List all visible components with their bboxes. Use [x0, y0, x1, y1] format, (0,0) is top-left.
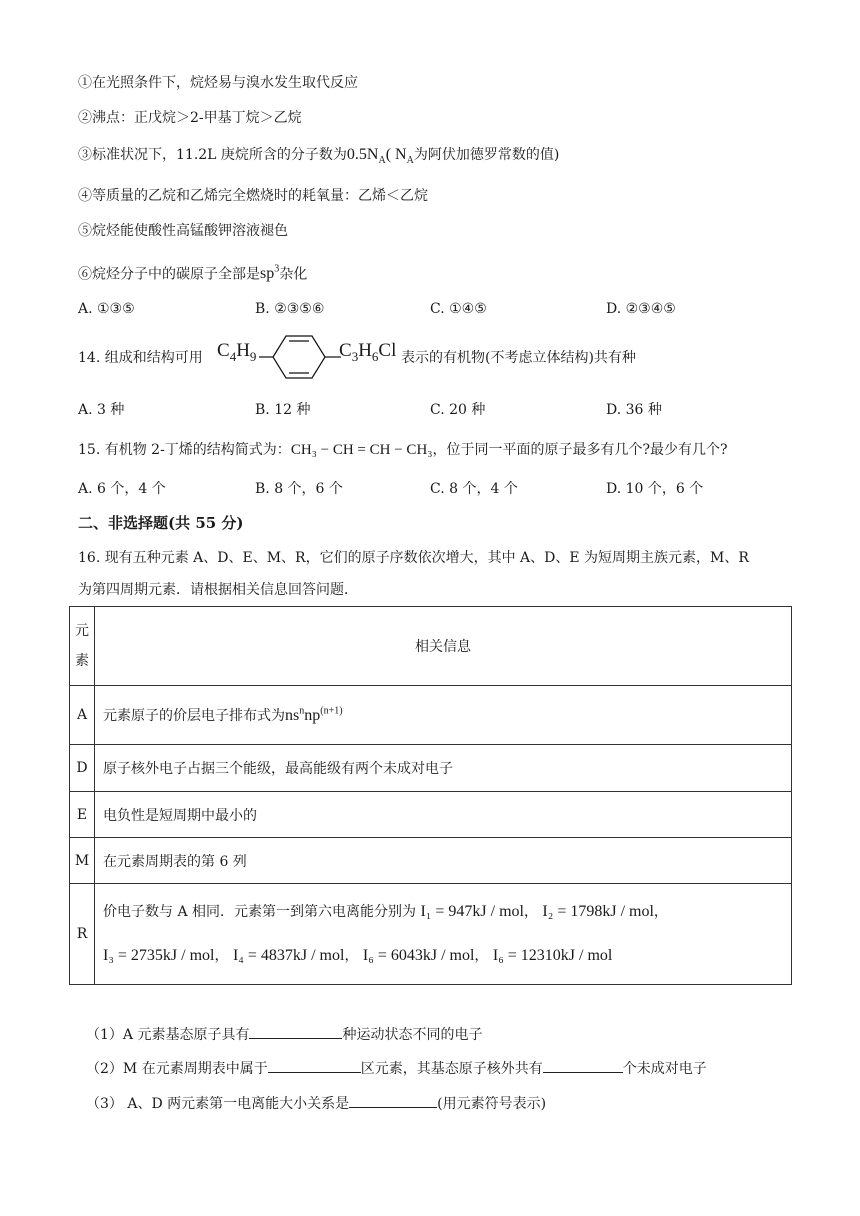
row-e-info: 电负性是短周期中最小的: [95, 792, 792, 838]
table-header-row: [70, 607, 792, 686]
benzene-ring-icon: [259, 330, 341, 384]
q14-option-b[interactable]: B. 12 种: [255, 402, 311, 418]
table-row: [70, 838, 792, 884]
q15-option-a[interactable]: A. 6 个，4 个: [78, 481, 166, 497]
q14-right-group: $C_3H_6Cl$: [339, 340, 397, 364]
statement-1: ①在光照条件下，烷烃易与溴水发生取代反应: [78, 75, 358, 91]
row-d-element: D: [70, 745, 95, 792]
statement-3: [78, 145, 559, 171]
q14-option-d[interactable]: D. 36 种: [606, 402, 662, 418]
answer-blank-4[interactable]: [349, 1093, 437, 1108]
answer-blank-1[interactable]: [249, 1024, 342, 1039]
statement-3-prefix: ③标准状况下，11.2L 庚烷所含的分子数为: [78, 147, 347, 163]
q16-sub-2: （2）M 在元素周期表中属于 区元素，其基态原子核外共有 个未成对电子: [86, 1058, 707, 1079]
q13-option-d[interactable]: D. ②③④⑤: [606, 301, 676, 317]
q16-sub-3: （3） A、D 两元素第一电离能大小关系是 (用元素符号表示): [86, 1093, 546, 1114]
header-element: 元 素: [70, 607, 95, 686]
q13-option-a[interactable]: A. ①③⑤: [78, 301, 135, 317]
q15-formula: CH₃ − CH = CH − CH₃: [290, 442, 433, 458]
q14-left-group: $C_4H_9$: [217, 340, 257, 364]
section-2-title: 二、非选择题(共 55 分): [78, 514, 244, 532]
row-d-info: 原子核外电子占据三个能级，最高能级有两个未成对电子: [95, 745, 792, 792]
row-r-element: R: [70, 884, 95, 985]
statement-6: [78, 260, 307, 284]
statement-4: ④等质量的乙烷和乙烯完全燃烧时的耗氧量：乙烯＜乙烷: [78, 188, 428, 204]
answer-blank-3[interactable]: [543, 1058, 623, 1073]
q15-suffix: ，位于同一平面的原子最多有几个?最少有几个?: [432, 442, 728, 458]
statement-3-suffix: 为阿伏加德罗常数的值): [413, 147, 560, 163]
q15-option-b[interactable]: B. 8 个，6 个: [255, 481, 343, 497]
q15-option-d[interactable]: D. 10 个，6 个: [606, 481, 704, 497]
header-info: 相关信息: [95, 607, 792, 686]
q16-sub-1: （1）A 元素基态原子具有 种运动状态不同的电子: [86, 1024, 482, 1045]
row-m-info: 在元素周期表的第 6 列: [95, 838, 792, 884]
q14-right-group-wrap: [339, 340, 396, 365]
row-a-info: 元素原子的价层电子排布式为$ns^nnp^{(n+1)}$: [95, 686, 792, 745]
q14-option-a[interactable]: A. 3 种: [78, 402, 125, 418]
table-row: [70, 686, 792, 745]
row-e-element: E: [70, 792, 95, 838]
q14-option-c[interactable]: C. 20 种: [430, 402, 486, 418]
table-row: [70, 792, 792, 838]
q16-intro-line-2: 为第四周期元素．请根据相关信息回答问题．: [78, 582, 358, 598]
statement-6-prefix: ⑥烷烃分子中的碳原子全部是: [78, 266, 260, 283]
statement-5: ⑤烷烃能使酸性高锰酸钾溶液褪色: [78, 223, 288, 239]
q15-stem: [78, 440, 728, 460]
statement-6-suffix: 杂化: [279, 266, 308, 283]
q14-suffix: 表示的有机物(不考虑立体结构)共有种: [401, 350, 636, 366]
q13-option-b[interactable]: B. ②③⑤⑥: [255, 301, 325, 317]
element-info-table: [69, 606, 792, 985]
q15-option-c[interactable]: C. 8 个，4 个: [430, 481, 518, 497]
table-row: [70, 745, 792, 792]
q15-prefix: 15. 有机物 2-丁烯的结构简式为：: [78, 442, 291, 458]
statement-3-value: $0.5N_A$: [346, 146, 386, 167]
statement-3-paren: ( $N_A$: [385, 146, 414, 167]
q13-option-c[interactable]: C. ①④⑤: [430, 301, 487, 317]
q14-structure: [217, 340, 256, 365]
table-row: [70, 884, 792, 985]
statement-2: ②沸点：正戊烷＞2-甲基丁烷＞乙烷: [78, 110, 302, 126]
row-r-info: 价电子数与 A 相同．元素第一到第六电离能分别为 I₁ = 947kJ / mol， I₂ = 1798kJ / mol， I₃ = 2735kJ / mol， I₄ = 4837kJ / mol， I₆ = 6043kJ / mol， I₆ = 12310kJ / mol: [95, 884, 792, 985]
q16-intro-line-1: 16. 现有五种元素 A、D、E、M、R，它们的原子序数依次增大，其中 A、D、E 为短周期主族元素，M、R: [78, 550, 749, 566]
statement-6-sp3: $sp^3$: [260, 264, 280, 283]
answer-blank-2[interactable]: [268, 1058, 361, 1073]
row-a-element: A: [70, 686, 95, 745]
q14-prefix: 14. 组成和结构可用: [78, 350, 203, 366]
row-m-element: M: [70, 838, 95, 884]
